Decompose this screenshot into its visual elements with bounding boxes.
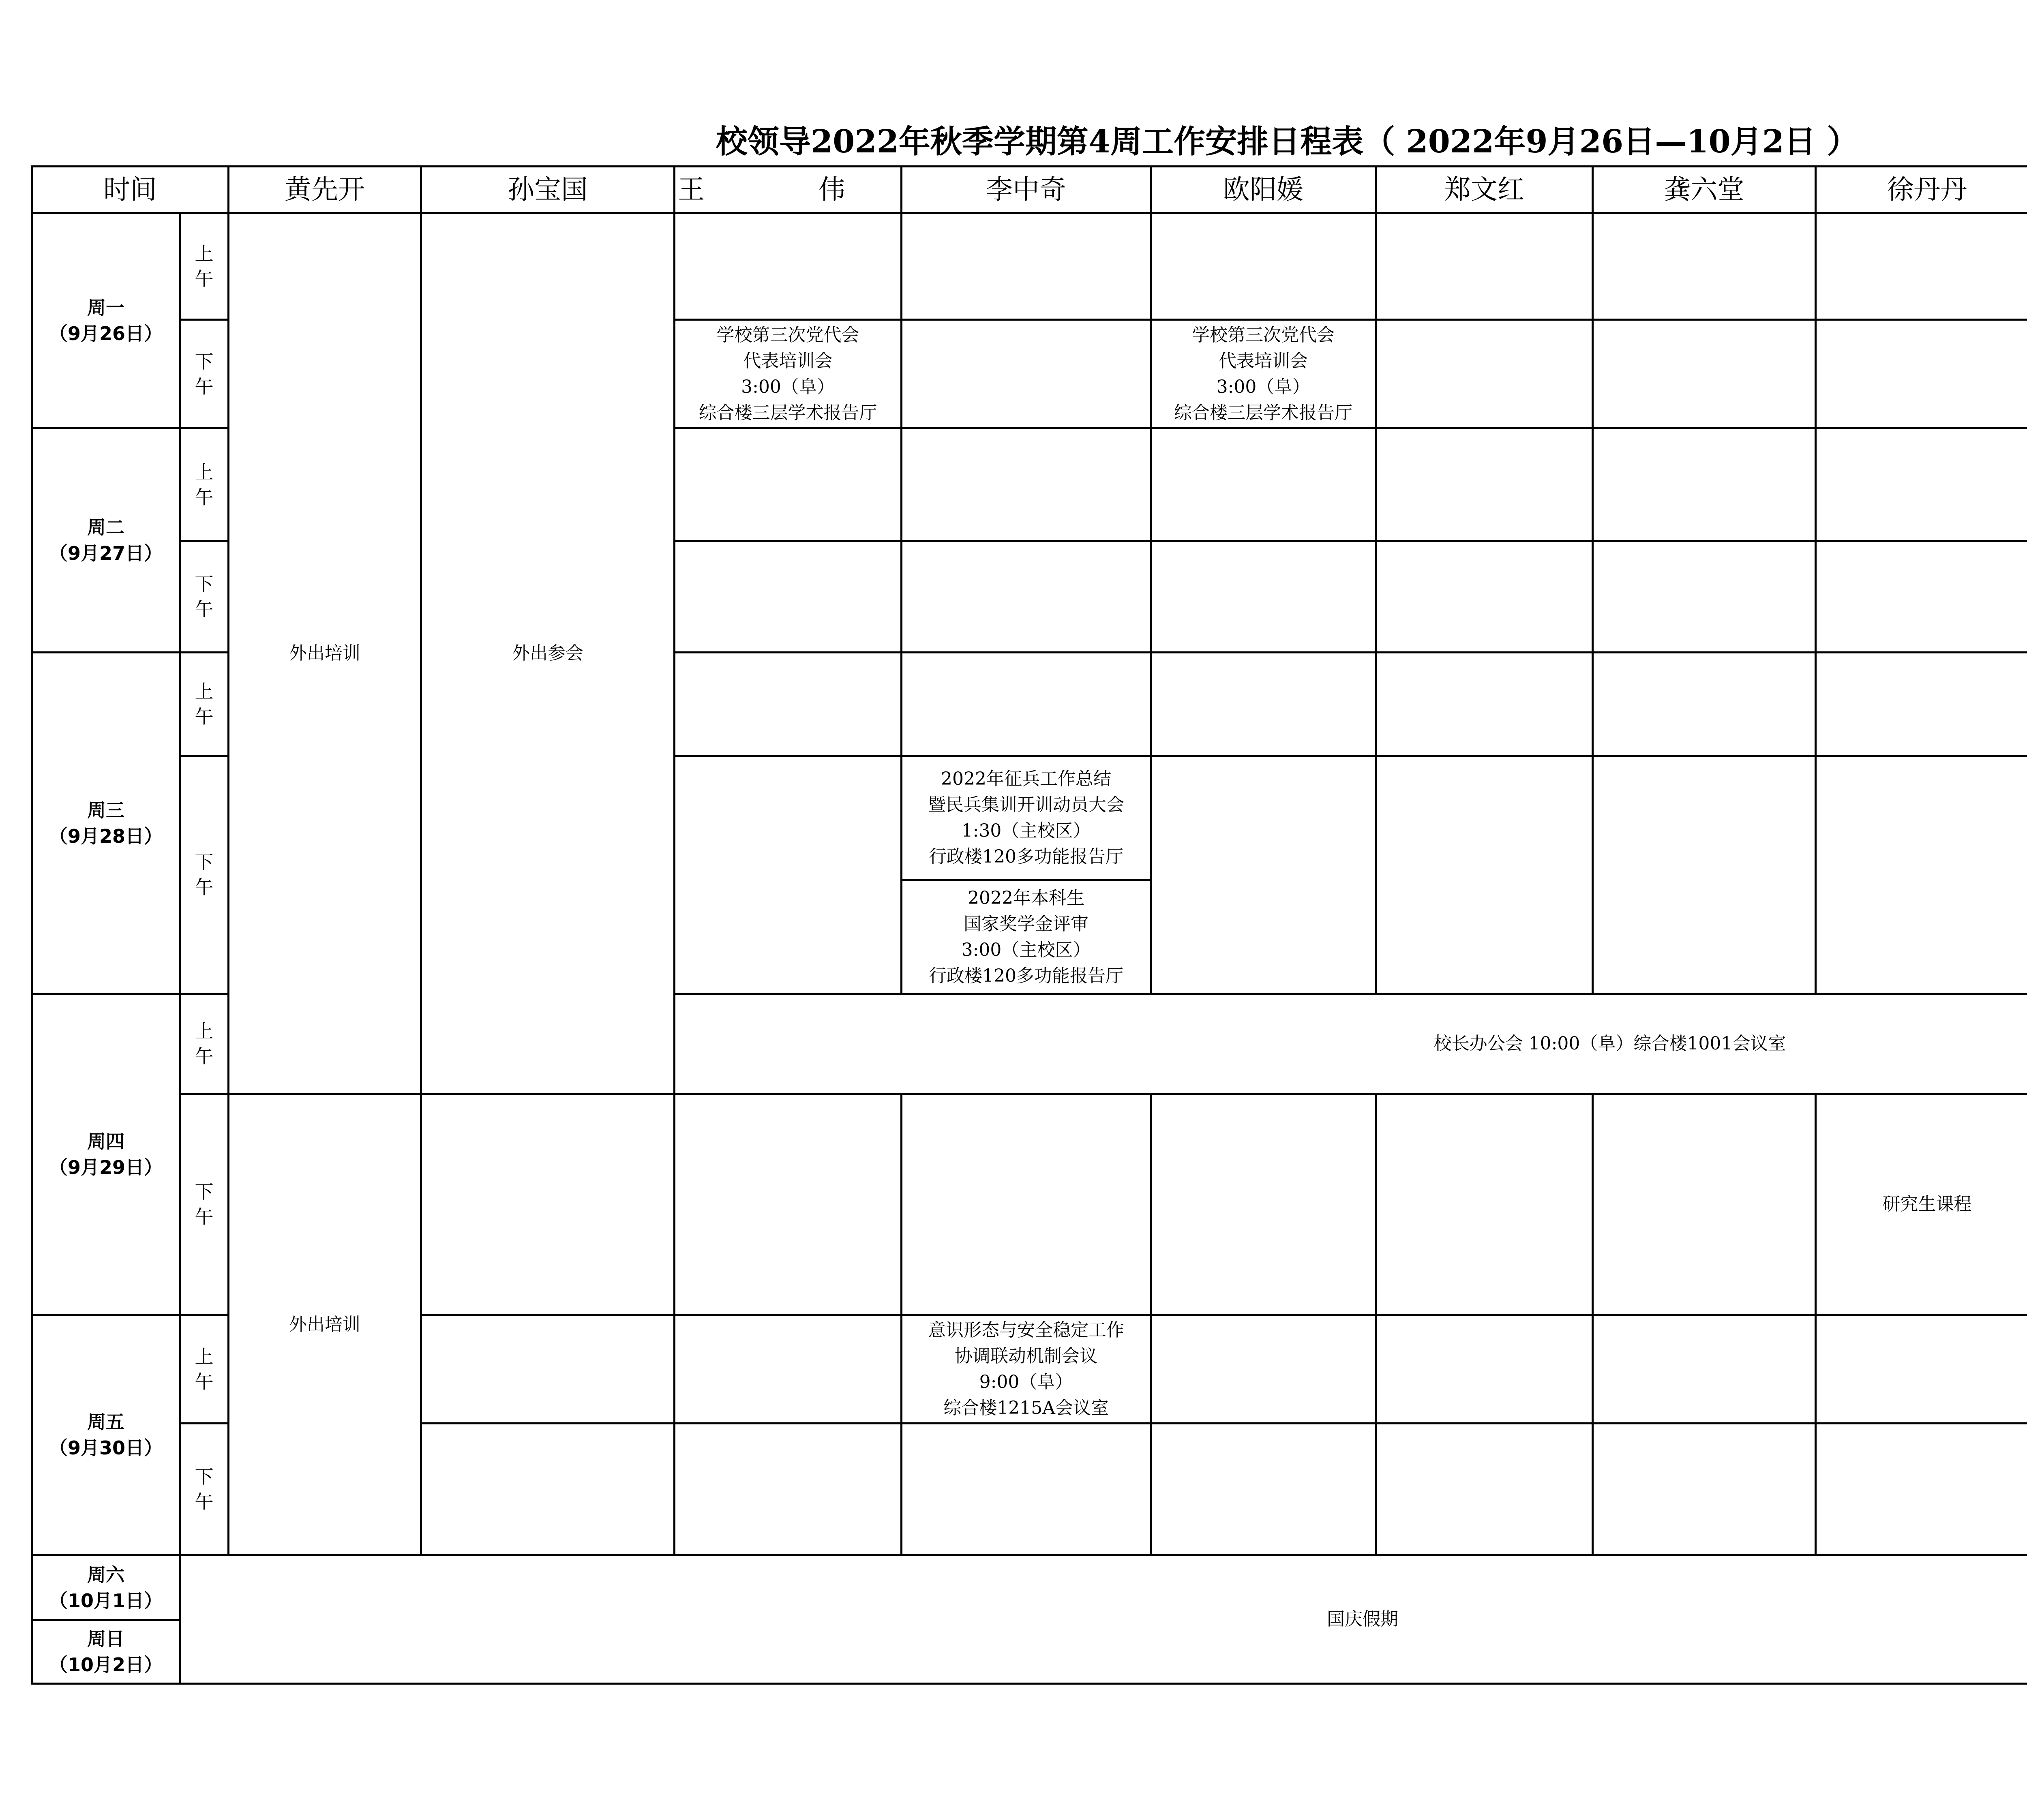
empty-cell [1593,541,1816,653]
empty-cell [1816,213,2027,320]
empty-cell [1593,428,1816,541]
empty-cell [1593,756,1816,994]
header-leader: 黄先开 [229,167,421,213]
empty-cell [1151,1315,1376,1424]
empty-cell [1816,541,2027,653]
empty-cell [1376,320,1593,428]
event-cell: 2022年本科生 国家奖学金评审 3:00（主校区） 行政楼120多功能报告厅 [902,880,1151,994]
half-pm: 下 午 [180,320,229,428]
empty-cell [1593,1094,1816,1315]
day-label-mon: 周一 （9月26日） [32,213,180,428]
header-leader: 郑文红 [1376,167,1593,213]
empty-cell [1816,1424,2027,1555]
empty-cell [1593,1424,1816,1555]
header-leader: 孙宝国 [421,167,675,213]
day-label-thu: 周四 （9月29日） [32,994,180,1315]
empty-cell [902,1094,1151,1315]
empty-cell [675,1094,902,1315]
empty-cell [1376,1094,1593,1315]
empty-cell [1376,213,1593,320]
empty-cell [1151,756,1376,994]
half-pm: 下 午 [180,541,229,653]
empty-cell [1816,756,2027,994]
half-pm: 下 午 [180,1094,229,1315]
day-label-sat: 周六 （10月1日） [32,1555,180,1620]
mon-am-row [32,213,2027,320]
empty-cell [1376,428,1593,541]
schedule-table [31,165,2027,1685]
day-label-wed: 周三 （9月28日） [32,653,180,994]
empty-cell [1376,756,1593,994]
event-cell: 学校第三次党代会 代表培训会 3:00（阜） 综合楼三层学术报告厅 [1151,320,1376,428]
event-cell: 学校第三次党代会 代表培训会 3:00（阜） 综合楼三层学术报告厅 [675,320,902,428]
empty-cell [1151,653,1376,756]
day-label-sun: 周日 （10月2日） [32,1620,180,1684]
empty-cell [1151,1424,1376,1555]
empty-cell [902,541,1151,653]
event-cell: 校长办公会 10:00（阜）综合楼1001会议室 [675,994,2027,1094]
header-leader: 龚六堂 [1593,167,1816,213]
empty-cell [675,1315,902,1424]
empty-cell [1593,653,1816,756]
page-title: 校领导2022年秋季学期第4周工作安排日程表（ 2022年9月26日—10月2日 ） [716,123,1859,160]
thu-pm-row [32,1094,2027,1195]
header-leader: 王 伟 [675,167,902,213]
event-cell: 2022年征兵工作总结 暨民兵集训开训动员大会 1:30（主校区） 行政楼120多功能报告厅 [902,756,1151,880]
half-am: 上 午 [180,994,229,1094]
empty-cell [1816,653,2027,756]
half-pm: 下 午 [180,756,229,994]
event-cell: 研究生课程 [1816,1094,2027,1315]
empty-cell [1151,541,1376,653]
empty-cell [1151,428,1376,541]
empty-cell [1376,653,1593,756]
day-label-tue: 周二 （9月27日） [32,428,180,653]
empty-cell [902,428,1151,541]
empty-cell [675,213,902,320]
header-time: 时间 [32,167,229,213]
empty-cell [675,428,902,541]
empty-cell [421,1315,675,1424]
empty-cell [1816,320,2027,428]
empty-cell [902,1424,1151,1555]
empty-cell [1376,1424,1593,1555]
header-leader: 徐丹丹 [1816,167,2027,213]
event-cell: 意识形态与安全稳定工作 协调联动机制会议 9:00（阜） 综合楼1215A会议室 [902,1315,1151,1424]
empty-cell [675,653,902,756]
half-am: 上 午 [180,1315,229,1424]
sat-row [32,1555,2027,1620]
empty-cell [421,1424,675,1555]
empty-cell [421,1094,675,1315]
header-leader: 李中奇 [902,167,1151,213]
empty-cell [1593,213,1816,320]
empty-cell [1151,213,1376,320]
header-row [32,167,2027,213]
empty-cell [675,541,902,653]
half-am: 上 午 [180,428,229,541]
empty-cell [1593,1315,1816,1424]
empty-cell [1816,428,2027,541]
event-cell: 外出培训 [229,213,421,1094]
half-pm: 下 午 [180,1424,229,1555]
empty-cell [902,320,1151,428]
empty-cell [675,756,902,994]
empty-cell [1151,1094,1376,1315]
event-cell: 国庆假期 [180,1555,2027,1684]
empty-cell [902,213,1151,320]
event-cell: 外出参会 [421,213,675,1094]
half-am: 上 午 [180,213,229,320]
empty-cell [1376,541,1593,653]
empty-cell [1376,1315,1593,1424]
day-label-fri: 周五 （9月30日） [32,1315,180,1555]
half-am: 上 午 [180,653,229,756]
event-cell: 外出培训 [229,1094,421,1555]
empty-cell [1816,1315,2027,1424]
header-leader: 欧阳媛 [1151,167,1376,213]
empty-cell [675,1424,902,1555]
empty-cell [902,653,1151,756]
empty-cell [1593,320,1816,428]
